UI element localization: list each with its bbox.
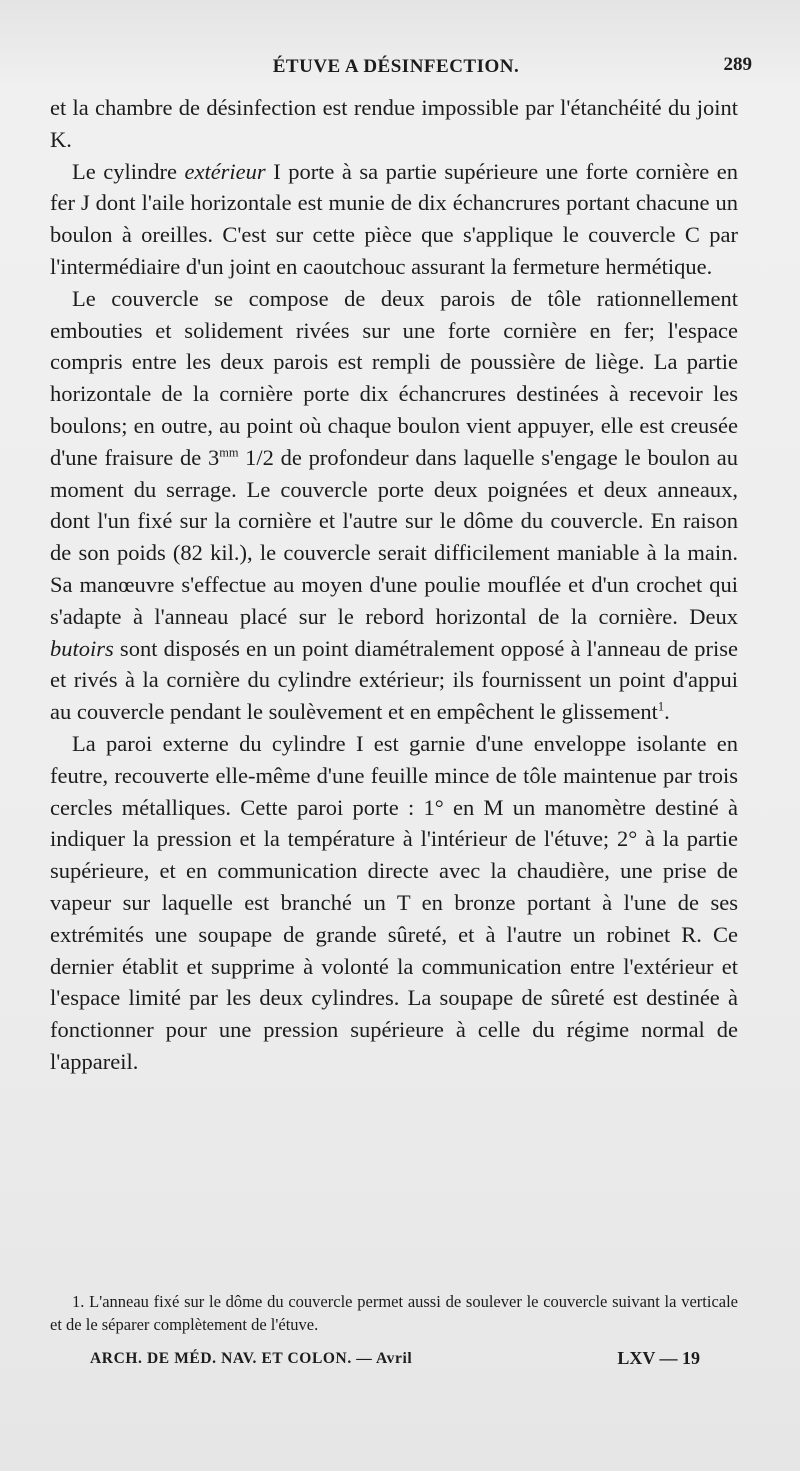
footnote-text: L'anneau fixé sur le dôme du couvercle permet aussi de soulever le couvercle suivant la verticale et de le séparer complètement de l'étuve. — [50, 1292, 739, 1334]
running-header — [40, 48, 752, 82]
italic-text: extérieur — [184, 158, 266, 184]
text-run: La paroi externe du cylindre I est garnie d'une enveloppe isolante en feutre, recouverte elle-même d'une feuille mince de tôle maintenue par trois cercles métalliques. Cette paroi porte : 1° en M un manomètre destiné à indiquer la pression et la température à l'intérieur de l'étuve; 2° à la partie supérieure, et en communication directe avec la chaudière, une prise de vapeur sur laquelle est branché un T en bronze portant à l'une de ses extrémités une soupape de grande sûreté, et à l'autre un robinet R. Ce dernier établit et supprime à volonté la communication entre l'extérieur et l'espace limité par les deux cylindres. La soupape de sûreté est destinée à fonctionner pour une pression supérieure à celle du régime normal de l'appareil. — [50, 730, 738, 1074]
journal-reference: ARCH. DE MÉD. NAV. ET COLON. — Avril — [90, 1350, 413, 1367]
superscript: 1 — [657, 699, 665, 714]
text-run: sont disposés en un point diamétralement opposé à l'anneau de prise et rivés à la cornière du cylindre extérieur; ils fournissent un point d'appui au couvercle pendant le soulèvement et en empêchent le glissement — [50, 635, 738, 725]
page-number: 289 — [723, 54, 752, 75]
paragraph — [50, 156, 738, 283]
text-run: et la chambre de désinfection est rendue impossible par l'étanchéité du joint K. — [50, 95, 738, 152]
footnote-mark: 1. — [72, 1292, 85, 1311]
text-run: 1/2 de profondeur dans laquelle s'engage le boulon au moment du serrage. Le couvercle porte deux poignées et deux anneaux, dont l'un fixé sur la cornière et l'autre sur le dôme du couvercle. En raison de son poids (82 kil.), le couvercle serait difficilement maniable à la main. Sa manœuvre s'effectue au moyen d'une poulie mouflée et d'un crochet qui s'adapte à l'anneau placé sur le rebord horizontal de la cornière. Deux — [50, 444, 738, 629]
running-title: ÉTUVE A DÉSINFECTION. — [272, 56, 520, 77]
paragraph — [50, 92, 738, 156]
superscript: mm — [219, 445, 239, 460]
footnote — [50, 1290, 738, 1336]
page-footer — [90, 1348, 700, 1378]
paragraph — [50, 728, 738, 1078]
text-run: I porte à sa partie supérieure une forte cornière en fer J dont l'aile horizontale est munie de dix échancrures portant chacune un boulon à oreilles. C'est sur cette pièce que s'applique le couvercle C par l'intermédiaire d'un joint en caoutchouc assurant la fermeture hermétique. — [50, 158, 739, 279]
body-text — [50, 92, 738, 1078]
text-run: . — [664, 699, 670, 725]
text-run: Le cylindre — [72, 158, 185, 184]
signature-mark: LXV — 19 — [617, 1348, 700, 1368]
paragraph — [50, 283, 738, 728]
italic-text: butoirs — [50, 635, 114, 661]
text-run: Le couvercle se compose de deux parois de tôle rationnellement embouties et solidement rivées sur une forte cornière en fer; l'espace compris entre les deux parois est rempli de poussière de liège. La partie horizontale de la cornière porte dix échancrures destinées à recevoir les boulons; en outre, au point où chaque boulon vient appuyer, elle est creusée d'une fraisure de 3 — [50, 285, 738, 470]
